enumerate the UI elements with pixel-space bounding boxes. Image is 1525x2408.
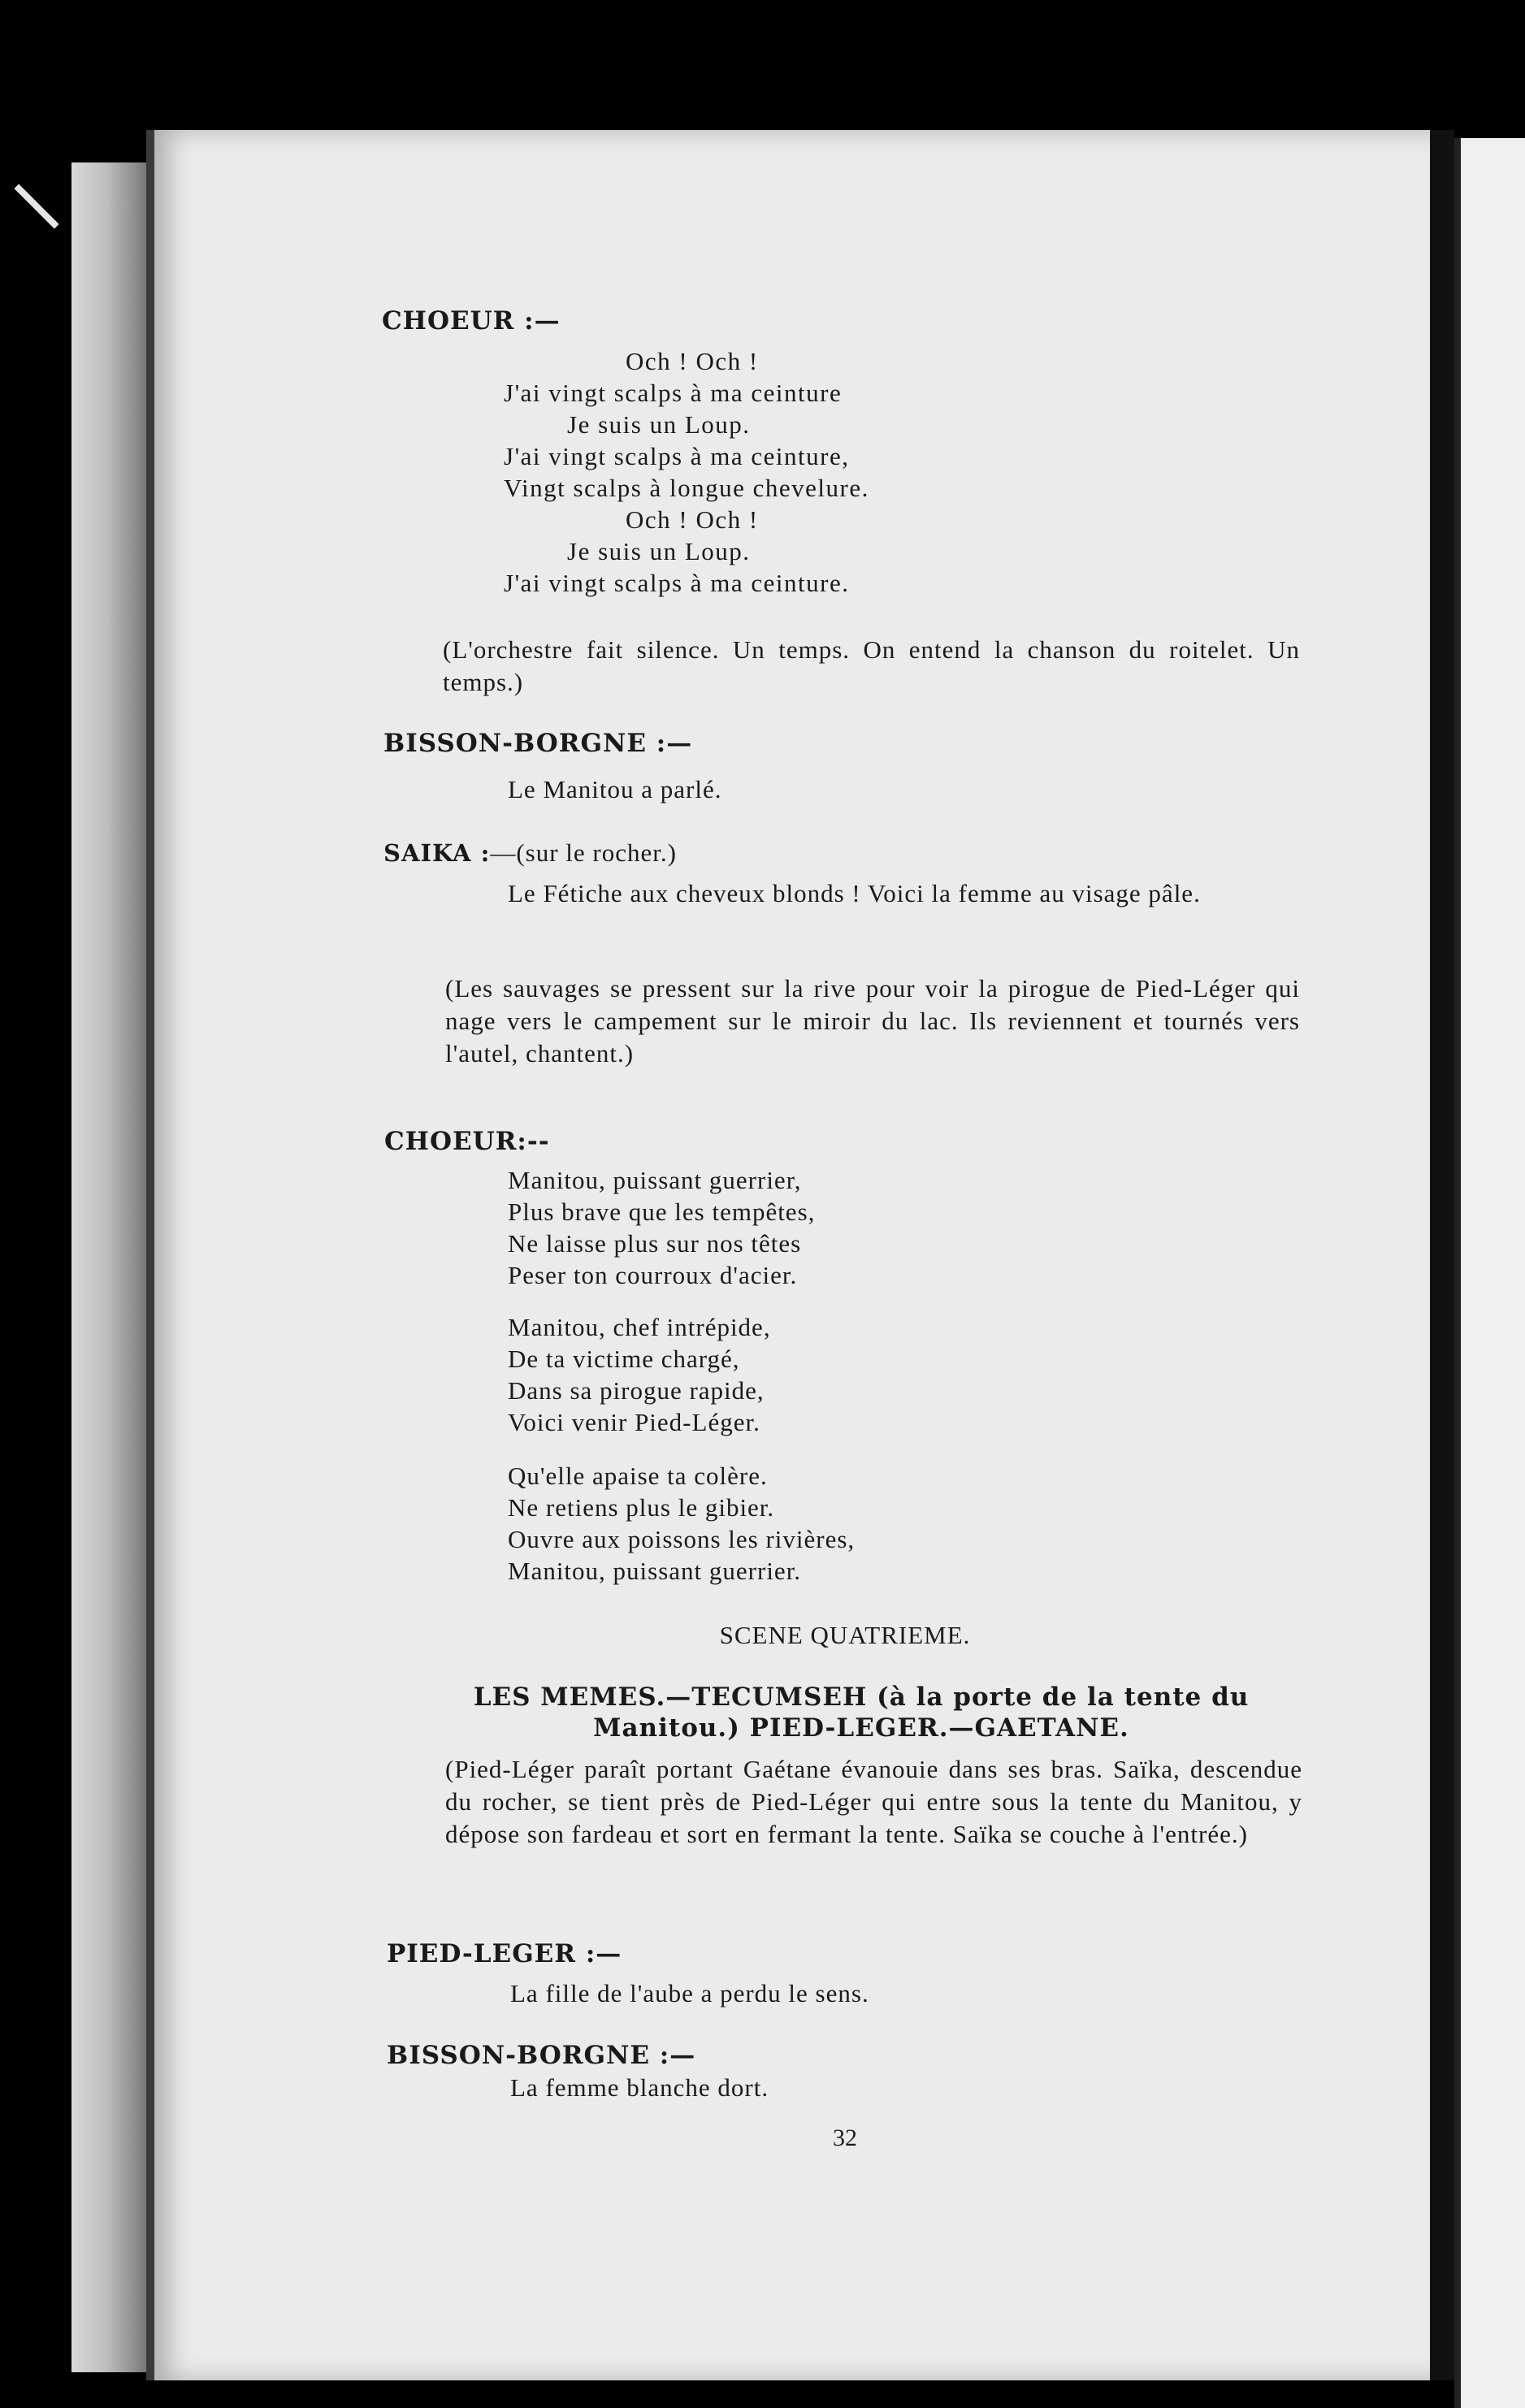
chorus-stanza-3 bbox=[508, 1460, 855, 1587]
verse-line: Voici venir Pied-Léger. bbox=[508, 1408, 760, 1436]
verse-line: Och ! Och ! bbox=[626, 347, 759, 375]
verse-line: Ne retiens plus le gibier. bbox=[508, 1493, 775, 1522]
verse-line: De ta victime chargé, bbox=[508, 1345, 740, 1373]
book-right-page-edge bbox=[1454, 138, 1525, 2408]
page-number: 32 bbox=[833, 2124, 857, 2151]
verse-line: Ouvre aux poissons les rivières, bbox=[508, 1525, 856, 1553]
dialogue-line: La femme blanche dort. bbox=[510, 2073, 769, 2102]
verse-line: Och ! Och ! bbox=[626, 505, 759, 534]
verse-line: J'ai vingt scalps à ma ceinture bbox=[504, 379, 843, 407]
scene-title: SCENE QUATRIEME. bbox=[719, 1621, 971, 1649]
chorus-stanza-1 bbox=[508, 1164, 815, 1291]
verse-line: Vingt scalps à longue chevelure. bbox=[504, 474, 869, 502]
dialogue-line: Le Manitou a parlé. bbox=[508, 775, 722, 803]
book-gutter bbox=[1430, 130, 1454, 2380]
stage-direction-1: (L'orchestre fait silence. Un temps. On entend la chanson du roitelet. Un temps.) bbox=[443, 635, 1300, 696]
verse-line: Manitou, puissant guerrier, bbox=[508, 1166, 802, 1194]
verse-line: J'ai vingt scalps à ma ceinture, bbox=[504, 442, 850, 470]
scene-cast: LES MEMES.—TECUMSEH (à la porte de la tente du Manitou.) PIED-LEGER.—GAETANE. bbox=[473, 1683, 1250, 1743]
verse-line: Dans sa pirogue rapide, bbox=[508, 1376, 765, 1405]
chorus-verse-1 bbox=[504, 345, 869, 599]
verse-line: Ne laisse plus sur nos têtes bbox=[508, 1229, 802, 1258]
speaker-saika: SAIKA : bbox=[383, 839, 491, 867]
dialogue-saika: Le Fétiche aux cheveux blonds ! Voici la femme au visage pâle. bbox=[508, 879, 1201, 907]
scan-corner-mark bbox=[14, 184, 58, 228]
speaker-pied-leger: PIED-LEGER :— bbox=[387, 1939, 622, 1968]
verse-line: Manitou, chef intrépide, bbox=[508, 1313, 771, 1341]
speaker-choeur-1: CHOEUR :— bbox=[382, 306, 561, 336]
verse-line: Peser ton courroux d'acier. bbox=[508, 1261, 798, 1289]
chorus-stanza-2 bbox=[508, 1311, 771, 1438]
speaker-bisson-borgne-2: BISSON-BORGNE :— bbox=[387, 2041, 696, 2070]
speaker-choeur-2: CHOEUR:-- bbox=[384, 1127, 550, 1156]
speaker-bisson-borgne-1: BISSON-BORGNE :— bbox=[383, 729, 693, 758]
verse-line: Je suis un Loup. bbox=[567, 410, 751, 439]
verse-line: Je suis un Loup. bbox=[567, 537, 751, 565]
verse-line: Qu'elle apaise ta colère. bbox=[508, 1462, 768, 1490]
stage-direction-inline: —(sur le rocher.) bbox=[490, 838, 677, 867]
verse-line: J'ai vingt scalps à ma ceinture. bbox=[504, 569, 850, 597]
verse-line: Manitou, puissant guerrier. bbox=[508, 1557, 802, 1585]
stage-direction-2: (Les sauvages se pressent sur la rive pour voir la pirogue de Pied-Léger qui nage vers le campement sur le miroir du lac. Ils reviennent et tournés vers l'autel, chantent.) bbox=[445, 974, 1300, 1068]
verse-line: Plus brave que les tempêtes, bbox=[508, 1198, 816, 1226]
dialogue-line: La fille de l'aube a perdu le sens. bbox=[510, 1979, 869, 2007]
stage-direction-3: (Pied-Léger paraît portant Gaétane évanouie dans ses bras. Saïka, descendue du rocher, se tient près de Pied-Léger qui entre sous la tente du Manitou, y dépose son fardeau et sort en fermant la tente. Saïka se couche à l'entrée.) bbox=[445, 1755, 1302, 1848]
speaker-saika-row bbox=[383, 837, 677, 869]
